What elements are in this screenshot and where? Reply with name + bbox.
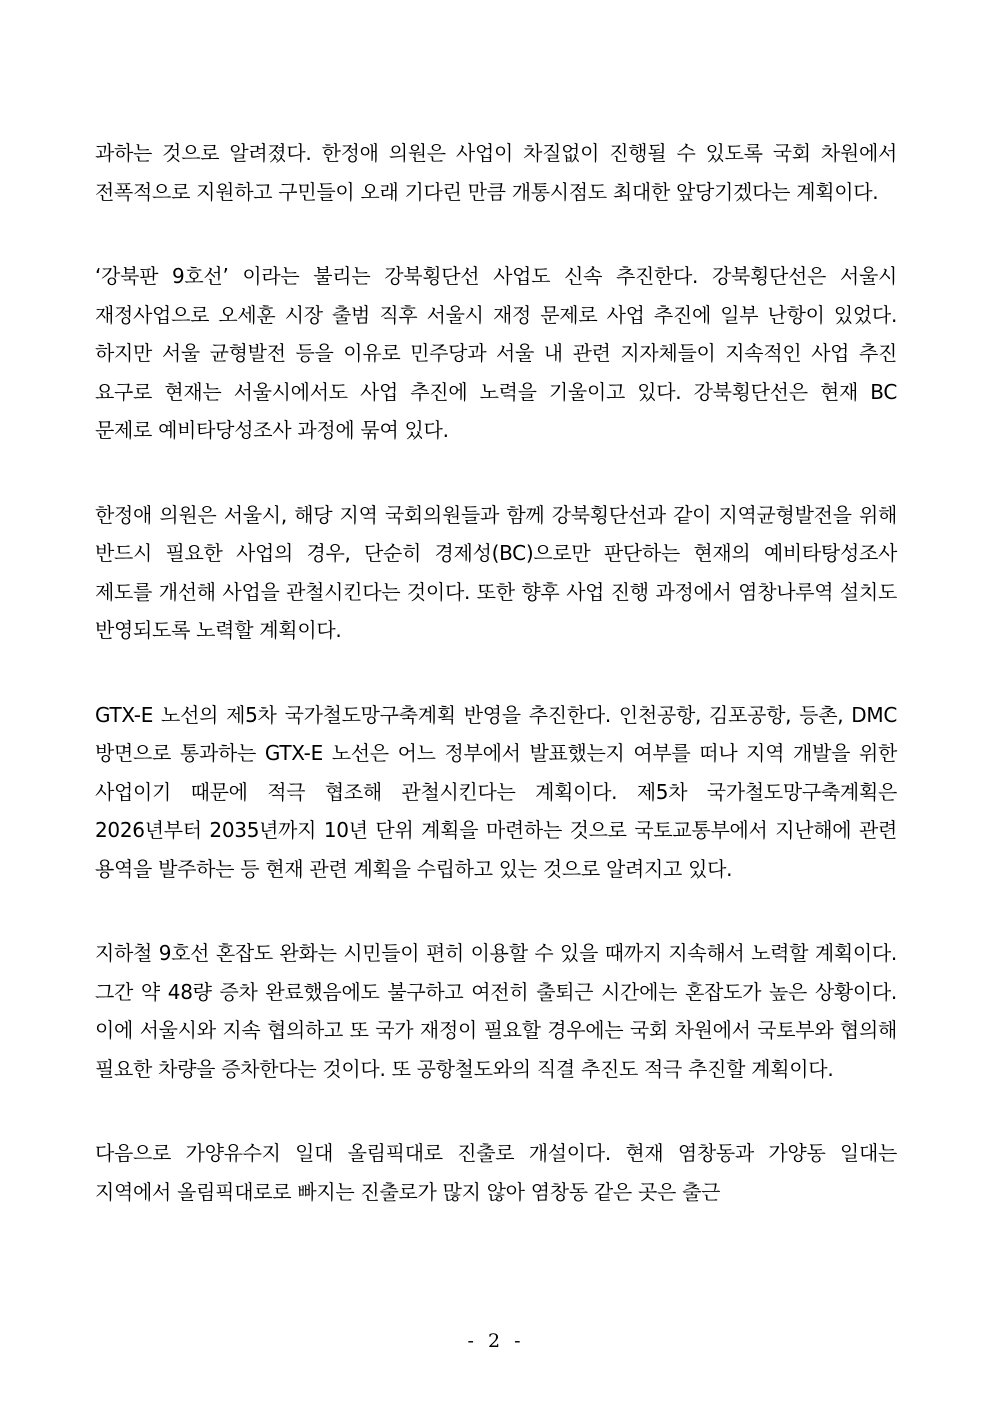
paragraph-3: 한정애 의원은 서울시, 해당 지역 국회의원들과 함께 강북횡단선과 같이 지역균형발전을 위해 반드시 필요한 사업의 경우, 단순히 경제성(BC)으로만 판단하는 현재의 예비타탕성조사 제도를 개선해 사업을 관철시킨다는 것이다. 또한 향후 사업 진행 과정에서 염창나루역 설치도 반영되도록 노력할 계획이다. [95,502,897,642]
paragraph-4: GTX-E 노선의 제5차 국가철도망구축계획 반영을 추진한다. 인천공항, 김포공항, 등촌, DMC 방면으로 통과하는 GTX-E 노선은 어느 정부에서 발표했는지 여부를 떠나 지역 개발을 위한 사업이기 때문에 적극 협조해 관철시킨다는 계획이다. 제5차 국가철도망구축계획은 2026년부터 2035년까지 10년 단위 계획을 마련하는 것으로 국토교통부에서 지난해에 관련 용역을 발주하는 등 현재 관련 계획을 수립하고 있는 것으로 알려지고 있다. [95,702,897,881]
paragraph-6: 다음으로 가양유수지 일대 올림픽대로 진출로 개설이다. 현재 염창동과 가양동 일대는 지역에서 올림픽대로로 빠지는 진출로가 많지 않아 염창동 같은 곳은 출근 [95,1141,897,1204]
document-body [95,134,897,1211]
paragraph-1: 과하는 것으로 알려졌다. 한정애 의원은 사업이 차질없이 진행될 수 있도록 국회 차원에서 전폭적으로 지원하고 구민들이 오래 기다린 만큼 개통시점도 최대한 앞당기겠다는 계획이다. [95,141,897,204]
page-number: - 2 - [467,1330,525,1352]
paragraph-2: ‘강북판 9호선’ 이라는 불리는 강북횡단선 사업도 신속 추진한다. 강북횡단선은 서울시 재정사업으로 오세훈 시장 출범 직후 서울시 재정 문제로 사업 추진에 일부 난항이 있었다. 하지만 서울 균형발전 등을 이유로 민주당과 서울 내 관련 지자체들이 지속적인 사업 추진 요구로 현재는 서울시에서도 사업 추진에 노력을 기울이고 있다. 강북횡단선은 현재 BC 문제로 예비타당성조사 과정에 묶여 있다. [95,264,897,442]
paragraph-5: 지하철 9호선 혼잡도 완화는 시민들이 편히 이용할 수 있을 때까지 지속해서 노력할 계획이다. 그간 약 48량 증차 완료했음에도 불구하고 여전히 출퇴근 시간에는 혼잡도가 높은 상황이다. 이에 서울시와 지속 협의하고 또 국가 재정이 필요할 경우에는 국회 차원에서 국토부와 협의해 필요한 차량을 증차한다는 것이다. 또 공항철도와의 직결 추진도 적극 추진할 계획이다. [95,941,897,1081]
